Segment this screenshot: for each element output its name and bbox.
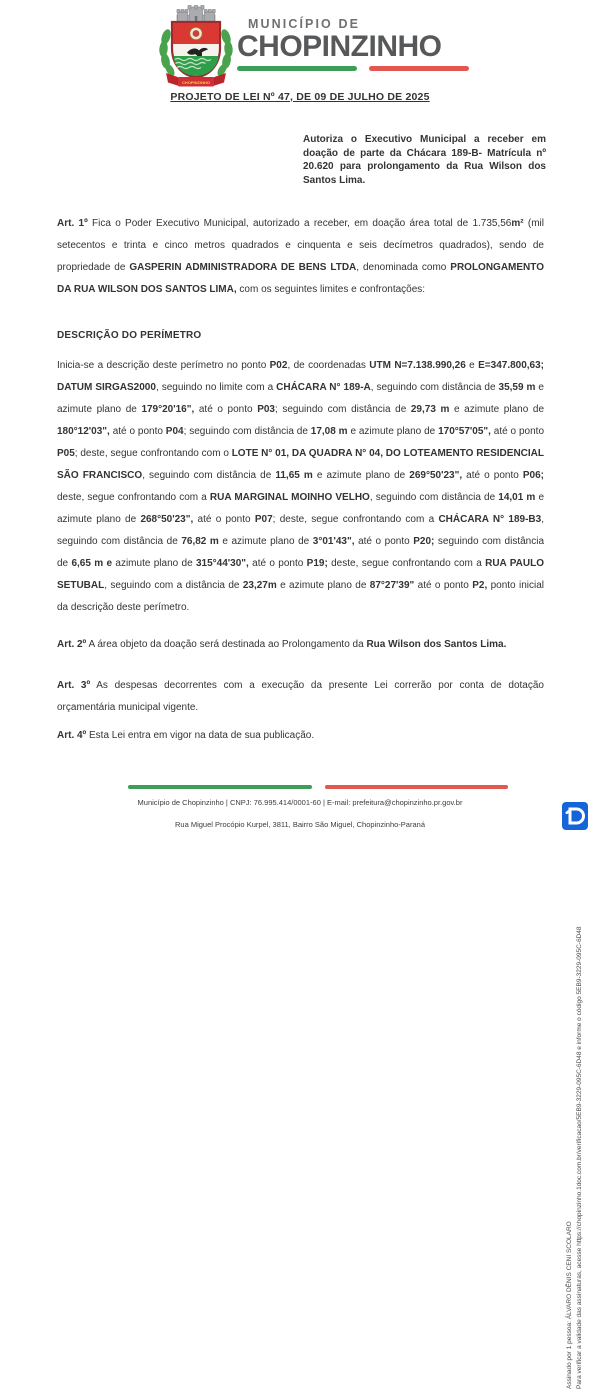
article-4: Art. 4º Esta Lei entra em vigor na data de sua publicação. [57, 730, 315, 741]
signature-signer-line: Assinado por 1 pessoa: ÁLVARO DÊNIS CENI SCOLARO [566, 1221, 573, 1389]
footer-divider [128, 785, 508, 789]
article-3: Art. 3º As despesas decorrentes com a execução da presente Lei correrão por conta de dotação orçamentária municipal vigente. [57, 680, 544, 713]
onedoc-logo-icon [562, 802, 588, 830]
divider-green-bar [237, 66, 357, 71]
header-divider [237, 66, 470, 71]
article-1: Art. 1º Fica o Poder Executivo Municipal, autorizado a receber, em doação área total de 1.735,56m² (mil setecentos e trinta e cinco metros quadrados e cinquenta e seis decímetros quadrados), sendo de propriedade de GASPERIN ADMINISTRADORA DE BENS LTDA, denominada como PROLONGAMENTO DA RUA WILSON DOS SANTOS LIMA, com os seguintes limites e confrontações: [57, 218, 545, 295]
crest-crown [177, 6, 215, 24]
municipality-label: MUNICÍPIO DE [248, 17, 361, 31]
footer-address-line: Rua Miguel Procópio Kurpel, 3811, Bairro São Miguel, Chopinzinho-Paraná [174, 820, 425, 829]
perimeter-heading: DESCRIÇÃO DO PERÍMETRO [57, 330, 202, 341]
crest-shield [172, 22, 220, 77]
crest-ribbon-label: CHOPINZINHO [182, 79, 210, 85]
divider-red-bar [369, 66, 469, 71]
footer-contact-line: Município de Chopinzinho | CNPJ: 76.995.414/0001-60 | E-mail: prefeitura@chopinzinho.pr.gov.br [137, 798, 463, 807]
ementa-summary: Autoriza o Executivo Municipal a receber em doação de parte da Chácara 189-B- Matrícula nº 20.620 para prolongamento da Rua Wilson dos Santos Lima. [303, 134, 546, 186]
page-title: PROJETO DE LEI Nº 47, DE 09 DE JULHO DE 2025 [170, 91, 430, 103]
municipality-name: CHOPINZINHO [237, 30, 442, 63]
signature-verification-line: Para verificar a validade das assinaturas, acesse https://chopinzinho.1doc.com.br/verificacao/5EB9-3229-095C-6D48 e informe o código 5EB9-3229-095C-6D48 [575, 926, 583, 1389]
municipal-coat-of-arms-icon [157, 4, 235, 90]
header-brand [237, 17, 470, 71]
signature-verification-strip [565, 799, 584, 1389]
footer-divider-red-bar [325, 785, 508, 789]
footer-divider-green-bar [128, 785, 312, 789]
article-2: Art. 2º A área objeto da doação será destinada ao Prolongamento da Rua Wilson dos Santos Lima. [57, 639, 507, 650]
perimeter-description: Inicia-se a descrição deste perímetro no ponto P02, de coordenadas UTM N=7.138.990,26 e E=347.800,63; DATUM SIRGAS2000, seguindo no limite com a CHÁCARA N° 189-A, seguindo com distância de 35,59 m e azimute plano de 179°20'16", até o ponto P03; seguindo com distância de 29,73 m e azimute plano de 180°12'03", até o ponto P04; seguindo com distância de 17,08 m e azimute plano de 170°57'05", até o ponto P05; deste, segue confrontando com o LOTE N° 01, DA QUADRA N° 04, DO LOTEAMENTO RESIDENCIAL SÃO FRANCISCO, seguindo com distância de 11,65 m e azimute plano de 269°50'23", até o ponto P06; deste, segue confrontando com a RUA MARGINAL MOINHO VELHO, seguindo com distância de 14,01 m e azimute plano de 268°50'23", até o ponto P07; deste, segue confrontando com a CHÁCARA N° 189-B3, seguindo com distância de 76,82 m e azimute plano de 3°01'43", até o ponto P20; seguindo com distância de 6,65 m e azimute plano de 315°44'30", até o ponto P19; deste, segue confrontando com a RUA PAULO SETUBAL, seguindo com a distância de 23,27m e azimute plano de 87°27'39" até o ponto P2, ponto inicial da descrição deste perímetro. [57, 360, 545, 613]
